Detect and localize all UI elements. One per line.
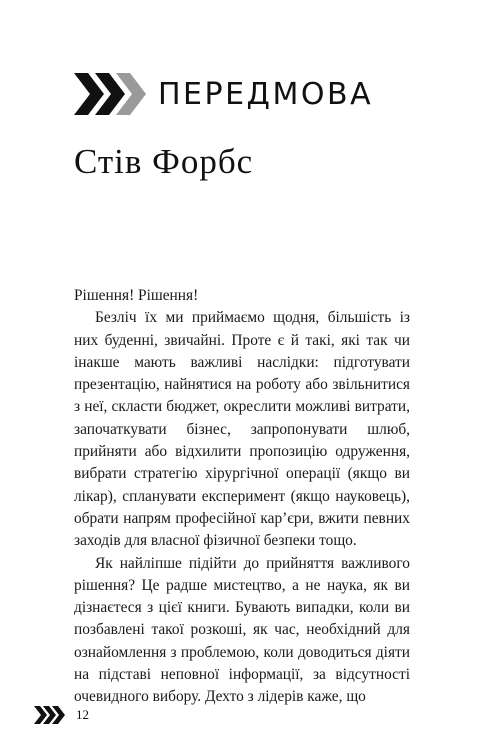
- chevron-arrows-icon: [74, 73, 148, 115]
- paragraph-2: Безліч їх ми приймаємо щодня, більшість із них буденні, звичайні. Проте є й такі, які так чи інакше мають важливі наслідки: підготувати презентацію, найнятися на роботу або звільнитися з неї, скласти бюджет, окреслити можливі витрати, започаткувати бізнес, запропонувати шлюб, прийняти або відхилити пропозицію одруження, вибрати стратегію хірургічної операції (якщо ви лікар), спланувати експеримент (якщо науковець), обрати напрям професійної кар’єри, вжити певних заходів для власної фізичної безпеки тощо.: [74, 309, 410, 550]
- chapter-header: [74, 73, 373, 115]
- paragraph-3: Як найліпше підійти до прийняття важливого рішення? Це радше мистецтво, а не наука, як ви дізнаєтеся з цієї книги. Бувають випадки, коли ви позбавлені такої розкоші, як час, необхідний для ознайомлення з проблемою, коли доводиться діяти на підставі неповної інформації, за відсутності очевидного вибору. Дехто з лідерів каже, що: [74, 554, 410, 706]
- paragraph-1: Рішення! Рішення!: [74, 287, 199, 304]
- author-name: Стів Форбс: [74, 142, 254, 181]
- page-footer: [34, 706, 89, 724]
- chapter-title: ПЕРЕДМОВА: [158, 76, 374, 112]
- body-text: [74, 285, 410, 709]
- chevron-arrows-small-icon: [34, 706, 66, 724]
- page-number: 12: [76, 707, 89, 722]
